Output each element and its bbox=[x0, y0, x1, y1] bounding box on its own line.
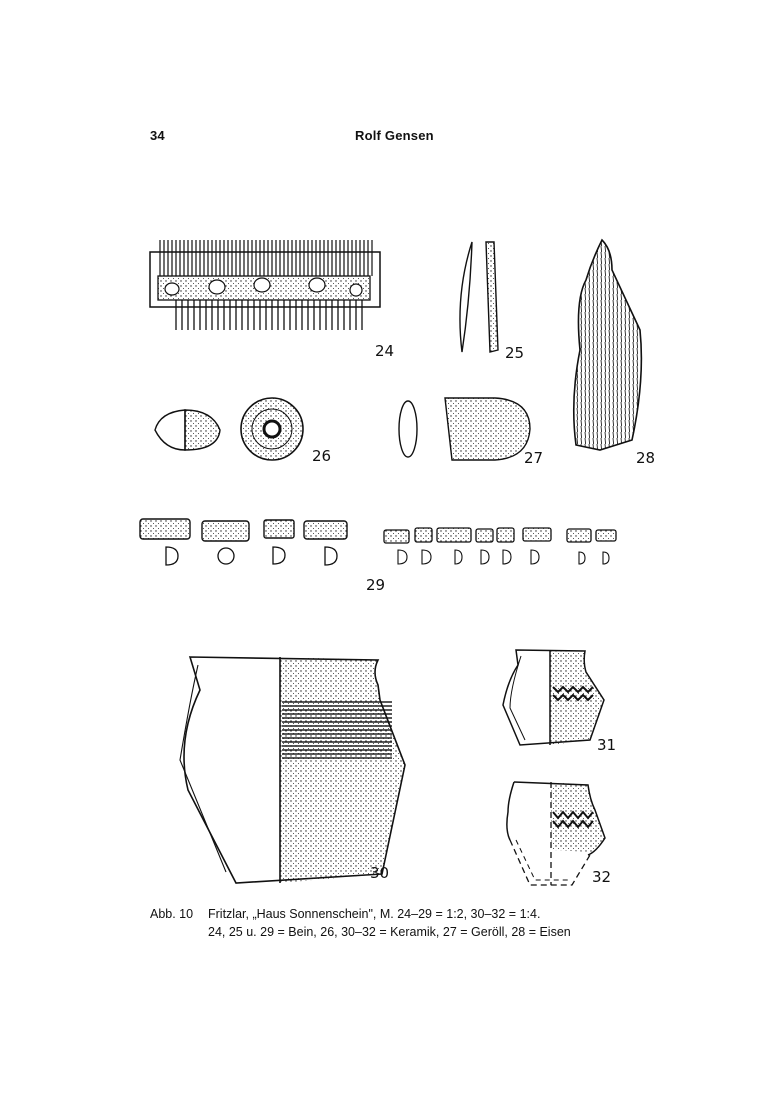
figure-label-27: 27 bbox=[524, 449, 544, 467]
pebble-drawing bbox=[399, 398, 543, 467]
caption-label: Abb. 10 bbox=[150, 907, 194, 921]
caption-line-1 bbox=[150, 905, 670, 923]
figure-label-25: 25 bbox=[505, 344, 525, 362]
running-head-author: Rolf Gensen bbox=[355, 128, 434, 143]
bead-set-drawing bbox=[140, 519, 616, 594]
vessel-31-drawing bbox=[503, 650, 616, 754]
spindle-whorl-drawing bbox=[155, 398, 331, 465]
comb-drawing bbox=[150, 240, 394, 360]
figure-label-26: 26 bbox=[312, 447, 332, 465]
figure-label-32: 32 bbox=[592, 868, 612, 886]
figure-label-29: 29 bbox=[366, 576, 386, 594]
figure-label-30: 30 bbox=[370, 864, 390, 882]
figure-caption bbox=[150, 905, 670, 941]
comb-lower-teeth bbox=[176, 300, 362, 330]
iron-object-drawing bbox=[574, 240, 655, 467]
bone-strip-drawing bbox=[460, 242, 524, 362]
vessel-32-drawing bbox=[507, 782, 611, 886]
caption-text-2: 24, 25 u. 29 = Bein, 26, 30–32 = Keramik, 27 = Geröll, 28 = Eisen bbox=[208, 925, 571, 939]
page-number: 34 bbox=[150, 128, 165, 143]
figure-label-24: 24 bbox=[375, 342, 395, 360]
vessel-30-drawing bbox=[180, 657, 405, 883]
figure-label-28: 28 bbox=[636, 449, 656, 467]
figure-label-31: 31 bbox=[597, 736, 617, 754]
caption-text-1: Fritzlar, „Haus Sonnenschein", M. 24–29 = 1:2, 30–32 = 1:4. bbox=[208, 907, 541, 921]
comb-upper-teeth bbox=[160, 240, 372, 276]
